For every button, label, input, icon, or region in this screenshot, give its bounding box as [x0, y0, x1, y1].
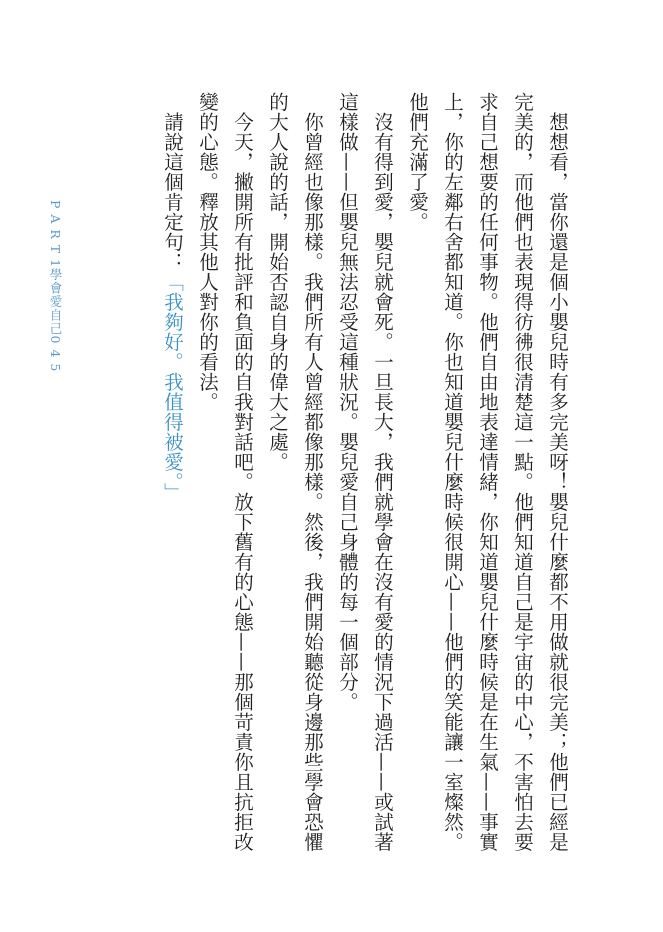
paragraph-4: 今天，撇開所有批評和負面的自我對話吧。放下舊有的心態——那個苛責你且抗拒改變的心態。釋放其他人對你的看法。: [196, 92, 254, 852]
chapter-title: 學會愛自己: [48, 268, 63, 336]
paragraph-3: 你曾經也像那樣。我們所有人曾經都像那樣。然後，我們開始聽從身邊那些學會恐懼的大人說的話，開始否認自身的偉大之處。: [266, 92, 324, 852]
paragraph-2: 沒有得到愛，嬰兒就會死。一旦長大，我們就學會在沒有愛的情況下過活——或試著這樣做——但嬰兒無法忍受這種狀況。嬰兒愛自己身體的每一個部分。: [336, 92, 394, 852]
running-head: [46, 200, 64, 372]
page-number: 0 4 5: [48, 335, 63, 373]
affirmation-text: 「我夠好。我值得被愛。」: [161, 271, 184, 502]
paragraph-1: 想想看，當你還是個小嬰兒時有多完美呀！嬰兒什麼都不用做就很完美；他們已經是完美的，而他們也表現得彷彿很清楚這一點。他們知道自己是宇宙的中心，不害怕去要求自己想要的任何事物。他們自由地表達情緒，你知道嬰兒什麼時候是在生氣——事實上，你的左鄰右舍都知道。你也知道嬰兒什麼時候很開心——他們的笑能讓一室燦然。他們充滿了愛。: [406, 92, 569, 852]
body-text: [155, 92, 575, 852]
part-label: P A R T 1: [48, 200, 63, 269]
affirmation-intro: 請說這個肯定句：: [161, 111, 184, 272]
paragraph-5: [155, 92, 190, 852]
